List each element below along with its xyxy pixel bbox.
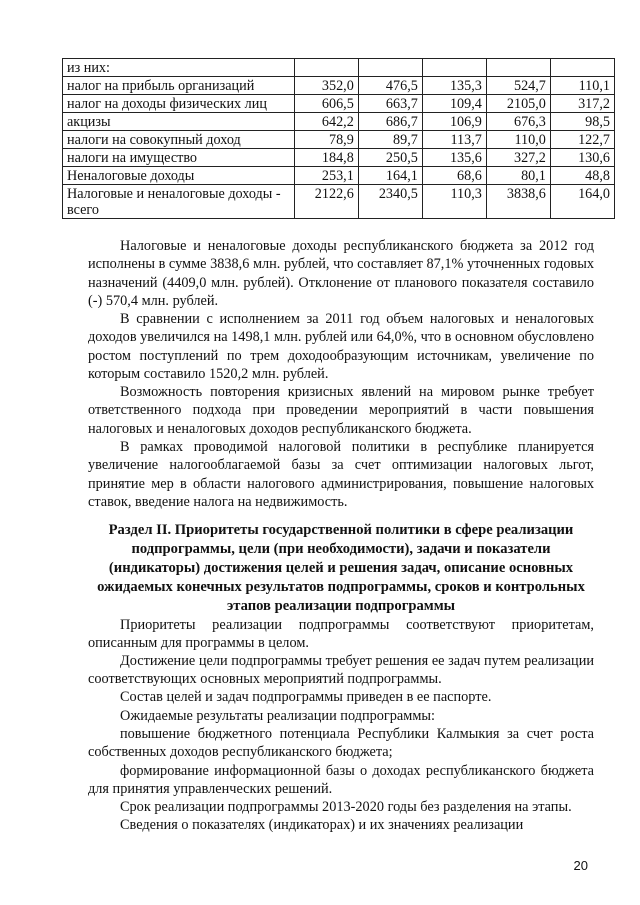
table-cell: 686,7 bbox=[358, 113, 422, 131]
table-cell: 110,3 bbox=[422, 185, 486, 219]
table-cell: 109,4 bbox=[422, 95, 486, 113]
table-row bbox=[63, 59, 615, 77]
table-cell: 352,0 bbox=[294, 77, 358, 95]
paragraph: Возможность повторения кризисных явлений на мировом рынке требует ответственного подхода при проведении мероприятий в части повышения налоговых и неналоговых доходов республиканского бюджета. bbox=[88, 384, 594, 437]
table-cell: 676,3 bbox=[486, 113, 550, 131]
table-cell: 606,5 bbox=[294, 95, 358, 113]
paragraph: Достижение цели подпрограммы требует решения ее задач путем реализации соответствующих основных мероприятий подпрограммы. bbox=[88, 653, 594, 688]
table-cell: 3838,6 bbox=[486, 185, 550, 219]
table-cell: 122,7 bbox=[550, 131, 614, 149]
table-cell: 327,2 bbox=[486, 149, 550, 167]
paragraph: Срок реализации подпрограммы 2013-2020 годы без разделения на этапы. bbox=[120, 799, 572, 815]
table-cell: 80,1 bbox=[486, 167, 550, 185]
table-row bbox=[63, 77, 615, 95]
paragraph: повышение бюджетного потенциала Республики Калмыкия за счет роста собственных доходов республиканского бюджета; bbox=[88, 726, 594, 761]
table-cell: 642,2 bbox=[294, 113, 358, 131]
table-cell bbox=[550, 59, 614, 77]
row-label: налог на прибыль организаций bbox=[63, 77, 295, 95]
table-cell: 2122,6 bbox=[294, 185, 358, 219]
paragraph: формирование информационной базы о доходах республиканского бюджета для принятия управленческих решений. bbox=[88, 763, 594, 798]
table-cell: 253,1 bbox=[294, 167, 358, 185]
table-cell: 164,1 bbox=[358, 167, 422, 185]
table-cell: 110,1 bbox=[550, 77, 614, 95]
table-cell: 110,0 bbox=[486, 131, 550, 149]
page-number: 20 bbox=[573, 858, 588, 873]
table-cell: 135,6 bbox=[422, 149, 486, 167]
table-cell bbox=[486, 59, 550, 77]
table-cell: 135,3 bbox=[422, 77, 486, 95]
table-row bbox=[63, 149, 615, 167]
table-cell: 164,0 bbox=[550, 185, 614, 219]
section-heading: Раздел II. Приоритеты государственной политики в сфере реализации подпрограммы, цели (при необходимости), задачи и показатели (индикаторы) достижения целей и решения задач, описание основных ожидаемых конечных результатов подпрограммы, сроков и контрольных этапов реализации подпрограммы bbox=[97, 522, 585, 614]
table-cell: 317,2 bbox=[550, 95, 614, 113]
table-cell: 48,8 bbox=[550, 167, 614, 185]
table-row bbox=[63, 95, 615, 113]
row-label: налоги на имущество bbox=[63, 149, 295, 167]
paragraph: Состав целей и задач подпрограммы приведен в ее паспорте. bbox=[120, 689, 492, 705]
table-cell: 663,7 bbox=[358, 95, 422, 113]
paragraph: Приоритеты реализации подпрограммы соответствуют приоритетам, описанным для программы в целом. bbox=[88, 617, 594, 652]
table-row bbox=[63, 185, 615, 219]
row-label: Налоговые и неналоговые доходы - всего bbox=[63, 185, 295, 219]
paragraph: В сравнении с исполнением за 2011 год объем налоговых и неналоговых доходов увеличился на 1498,1 млн. рублей или 64,0%, что в основном обусловлено ростом поступлений по трем доходообразующим источникам, увеличение по которым составило 1520,2 млн. рублей. bbox=[88, 311, 594, 383]
table-cell: 89,7 bbox=[358, 131, 422, 149]
table-row bbox=[63, 167, 615, 185]
revenue-table bbox=[62, 58, 615, 219]
row-label: налог на доходы физических лиц bbox=[63, 95, 295, 113]
row-label: акцизы bbox=[63, 113, 295, 131]
table-cell: 184,8 bbox=[294, 149, 358, 167]
table-cell: 250,5 bbox=[358, 149, 422, 167]
paragraph: В рамках проводимой налоговой политики в республике планируется увеличение налогооблагаемой базы за счет оптимизации налоговых льгот, принятие мер в области налогового администрирования, повышение налоговых ставок, введение налога на недвижимость. bbox=[88, 439, 594, 511]
table-cell: 78,9 bbox=[294, 131, 358, 149]
table-cell: 106,9 bbox=[422, 113, 486, 131]
table-row bbox=[63, 131, 615, 149]
row-label: налоги на совокупный доход bbox=[63, 131, 295, 149]
table-cell bbox=[422, 59, 486, 77]
table-cell: 524,7 bbox=[486, 77, 550, 95]
table-cell: 476,5 bbox=[358, 77, 422, 95]
table-row bbox=[63, 113, 615, 131]
paragraph: Ожидаемые результаты реализации подпрограммы: bbox=[120, 708, 435, 724]
paragraph: Сведения о показателях (индикаторах) и их значениях реализации bbox=[120, 817, 524, 833]
table-cell bbox=[294, 59, 358, 77]
table-cell: 2340,5 bbox=[358, 185, 422, 219]
row-label: из них: bbox=[63, 59, 295, 77]
table-cell: 68,6 bbox=[422, 167, 486, 185]
row-label: Неналоговые доходы bbox=[63, 167, 295, 185]
table-cell bbox=[358, 59, 422, 77]
table-cell: 98,5 bbox=[550, 113, 614, 131]
table-cell: 113,7 bbox=[422, 131, 486, 149]
paragraph: Налоговые и неналоговые доходы республиканского бюджета за 2012 год исполнены в сумме 3838,6 млн. рублей, что составляет 87,1% уточненных годовых назначений (4409,0 млн. рублей). Отклонение от планового показателя составило (-) 570,4 млн. рублей. bbox=[88, 238, 594, 310]
table-cell: 130,6 bbox=[550, 149, 614, 167]
table-cell: 2105,0 bbox=[486, 95, 550, 113]
